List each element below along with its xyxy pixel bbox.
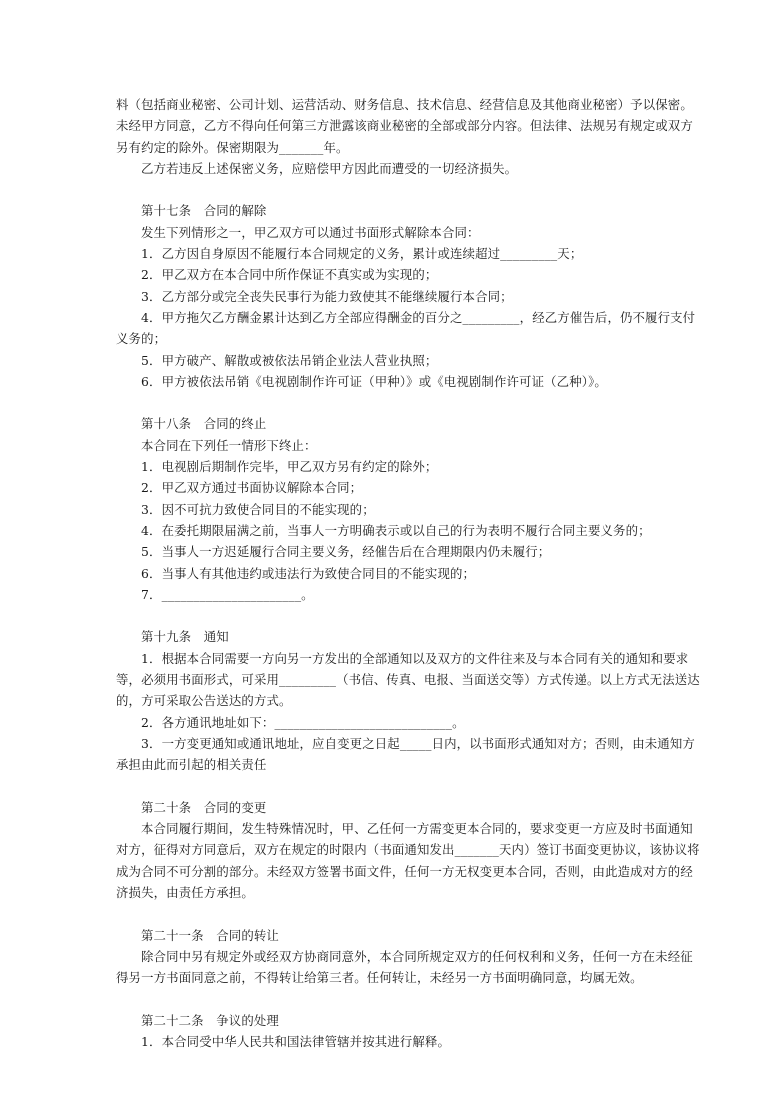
text-line: 第二十二条 争议的处理 — [141, 1012, 279, 1028]
text-line: 第十七条 合同的解除 — [141, 203, 267, 219]
text-line: 3．乙方部分或完全丧失民事行为能力致使其不能继续履行本合同； — [141, 288, 513, 304]
text-line: 承担由此而引起的相关责任 — [116, 757, 267, 773]
document-page — [116, 94, 700, 1052]
text-line: 另有约定的除外。保密期限为_______年。 — [116, 139, 349, 155]
text-line: 1．根据本合同需要一方向另一方发出的全部通知以及双方的文件往来及与本合同有关的通知和要求 — [141, 650, 689, 666]
paragraph-gap — [116, 988, 664, 1009]
text-line: 发生下列情形之一，甲乙双方可以通过书面形式解除本合同： — [141, 224, 480, 240]
text-line: 3．因不可抗力致使合同目的不能实现的； — [141, 501, 375, 517]
text-line: 本合同在下列任一情形下终止： — [141, 437, 317, 453]
text-line: 未经甲方同意，乙方不得向任何第三方泄露该商业秘密的全部或部分内容。但法律、法规另有规定或双方 — [116, 118, 693, 134]
text-line: 5．甲方破产、解散或被依法吊销企业法人营业执照； — [141, 352, 438, 368]
text-line: 乙方若违反上述保密义务，应赔偿甲方因此而遭受的一切经济损失。 — [141, 160, 518, 176]
text-line: 除合同中另有规定外或经双方协商同意外，本合同所规定双方的任何权利和义务，任何一方在未经征 — [141, 948, 693, 964]
text-line: 第二十一条 合同的转让 — [141, 927, 279, 943]
paragraph-gap — [116, 903, 664, 924]
text-line: 6．甲方被依法吊销《电视剧制作许可证（甲种）》或《电视剧制作许可证（乙种）》。 — [141, 373, 607, 389]
text-line: 2．甲乙双方通过书面协议解除本合同； — [141, 480, 363, 496]
text-line: 5．当事人一方迟延履行合同主要义务，经催告后在合理期限内仍未履行； — [141, 544, 551, 560]
text-line: 等，必须用书面形式，可采用_________（书信、传真、电报、当面送交等）方式传递。以上方式无法送达 — [116, 672, 700, 688]
paragraph-gap — [116, 392, 664, 413]
text-line: 成为合同不可分割的部分。未经双方签署书面文件，任何一方无权变更本合同，否则，由此造成对方的经 — [116, 863, 693, 879]
text-line: 济损失，由责任方承担。 — [116, 884, 254, 900]
text-line: 的，方可采取公告送达的方式。 — [116, 693, 292, 709]
paragraph-gap — [116, 605, 664, 626]
text-line: 得另一方书面同意之前，不得转让给第三者。任何转让，未经另一方书面明确同意，均属无效。 — [116, 970, 643, 986]
text-line: 第二十条 合同的变更 — [141, 799, 267, 815]
text-line: 2．各方通讯地址如下：____________________________。 — [141, 714, 465, 730]
text-line: 第十八条 合同的终止 — [141, 416, 267, 432]
text-line: 义务的； — [116, 331, 167, 347]
text-line: 对方，征得对方同意后，双方在规定的时限内（书面通知发出_______天内）签订书面变更协议，该协议将 — [116, 842, 700, 858]
text-line: 2．甲乙双方在本合同中所作保证不真实或为实现的； — [141, 267, 438, 283]
text-line: 料（包括商业秘密、公司计划、运营活动、财务信息、技术信息、经营信息及其他商业秘密）予以保密。 — [116, 97, 693, 112]
text-line: 1．电视剧后期制作完毕，甲乙双方另有约定的除外； — [141, 459, 438, 475]
text-line: 本合同履行期间，发生特殊情况时，甲、乙任何一方需变更本合同的，要求变更一方应及时书面通知 — [141, 821, 693, 837]
text-line: 4．甲方拖欠乙方酬金累计达到乙方全部应得酬金的百分之_________，经乙方催告后，仍不履行支付 — [141, 309, 696, 325]
text-line: 7．______________________。 — [141, 586, 314, 602]
paragraph-gap — [116, 776, 664, 797]
text-line: 1．本合同受中华人民共和国法律管辖并按其进行解释。 — [141, 1034, 451, 1050]
text-line: 4．在委托期限届满之前，当事人一方明确表示或以自己的行为表明不履行合同主要义务的； — [141, 522, 651, 538]
paragraph-gap — [116, 179, 664, 200]
text-line: 第十九条 通知 — [141, 629, 229, 645]
text-line: 6．当事人有其他违约或违法行为致使合同目的不能实现的； — [141, 565, 476, 581]
text-line: 3．一方变更通知或通讯地址，应自变更之日起_____日内，以书面形式通知对方；否则，由未通知方 — [141, 735, 695, 751]
text-line: 1．乙方因自身原因不能履行本合同规定的义务，累计或连续超过_________天； — [141, 246, 583, 262]
